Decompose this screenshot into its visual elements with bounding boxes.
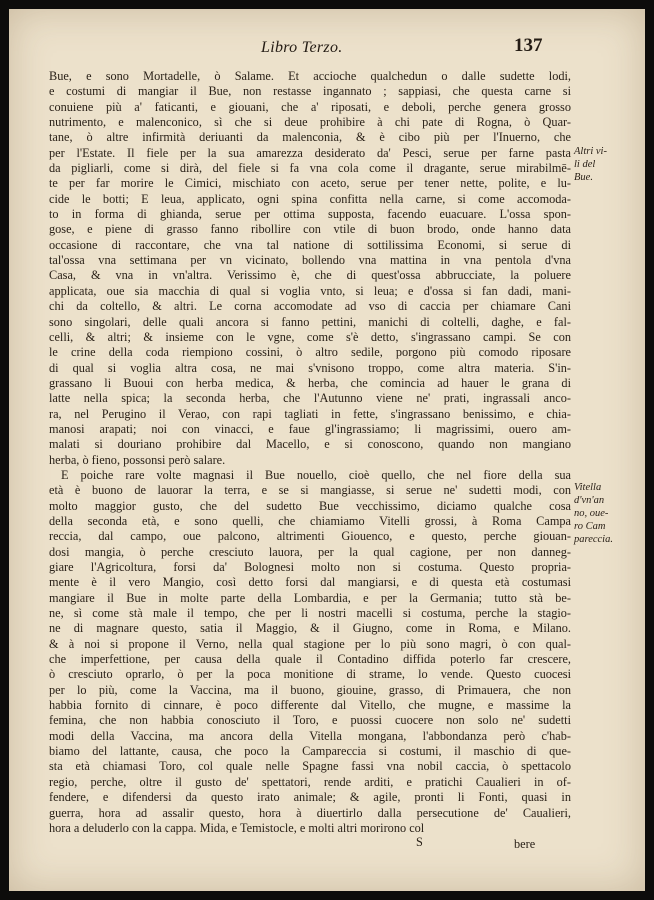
text-line: fendere, e difendersi da questo irato animale; & agile, pronti li Fonti, quasi in: [49, 790, 571, 805]
marginal-line: Vitella: [574, 482, 602, 493]
text-line: celli, & altri; & insieme con le vgne, come s'è detto, s'ingrassano campi. Se con: [49, 329, 571, 344]
text-line: te per far morire le Cimici, mischiato con aceto, serue per tener nette, polite, e lu-: [49, 176, 571, 191]
text-line: guerra, hora ad assalir questo, hora à diuertirlo dalla persecutione de' Caualieri,: [49, 805, 571, 820]
text-line: modi della Vaccina, ma ancora della Vitella mongana, l'abbondanza però c'hab-: [49, 728, 571, 743]
text-line: E poiche rare volte magnasi il Bue nouello, cioè quello, che nel fiore della sua: [61, 467, 571, 482]
signature-mark: S: [416, 835, 423, 849]
text-line: latte nella spica; la seconda herba, che l'Autunno viene ne' prati, ingrassali anco-: [49, 391, 571, 406]
text-line: ra, nel Perugino il Verao, con rapi tagliati in fette, s'ingrassano benissimo, e chia-: [49, 406, 571, 421]
text-line: biamo del lattante, causa, che poco la Campareccia si costumi, il maschio di que-: [49, 744, 571, 759]
text-line: tane, ò altre infirmità deriuanti da malenconia, & è cibo più per l'Inuerno, che: [49, 130, 571, 145]
text-line: dosi mangia, ò perche cresciuto lauora, per la qual cagione, per non danneg-: [49, 544, 571, 559]
text-line: malati si dourianο prohibire dal Macello, e si conoscono, quando non mangiano: [49, 437, 571, 452]
text-line: sono singolari, delle quali ancora si fanno pettini, manichi di coltelli, daghe, e fal-: [49, 314, 571, 329]
body-text: [49, 69, 571, 836]
text-line: chi da coltello, & altri. Le corna accomodate ad vso di caccia per chiamare Cani: [49, 299, 571, 314]
text-line: nutrimento, e malenconico, sì che si deue prohibire à chi pate di Rogna, ò Quar-: [49, 115, 571, 130]
text-line: ne di magnare questo, satia il Maggio, & il Giugno, come in Roma, e Milano.: [49, 621, 571, 636]
text-line: sta età chiamasi Toro, col quale nelle Spagne fassi vna nobil caccia, ò spettacolo: [49, 759, 571, 774]
text-line: per l'Estate. Il fiele per la sua amarezza desiderato da' Pesci, serue per farne pasta: [49, 145, 571, 160]
text-line: Bue, e sono Mortadelle, ò Salame. Et accioche qualchedun o dalle sudette lodi,: [49, 69, 571, 83]
marginal-line: ro Cam: [574, 521, 606, 532]
marginal-note-altri-vili: [574, 145, 638, 184]
text-line: ò cresciuto oprarlo, ò per la poca monitione di strame, lo vende. Questo cuocesi: [49, 667, 571, 682]
text-line: e costumi di mangiar il Bue, non restasse ingannato ; sappiasi, che questa carne si: [49, 84, 571, 99]
text-line: applicata, oue sia macchia di qual si voglia vnto, si leua; e d'ossa si fan dadi, mani-: [49, 283, 571, 298]
text-line: molto maggior gusto, che del sudetto Bue vecchissimo, diciamo qualche cosa: [49, 498, 571, 513]
marginal-line: no, oue-: [574, 508, 609, 519]
text-line: Casa, & vna in vn'altra. Verissimo è, che di quest'ossa abbrucciate, la poluere: [49, 268, 571, 283]
running-head: Libro Terzo.: [261, 39, 343, 56]
text-line: herba, ò fieno, possonsi però salare.: [49, 452, 226, 467]
text-line: di qual si voglia altra cosa, ne mai s'vnisono troppo, come altra materia. S'in-: [49, 360, 571, 375]
marginal-line: Altri vi-: [574, 146, 607, 157]
text-line: regio, perche, oltre il gusto de' spettatori, rende arditi, e pratichi Caualieri in of-: [49, 774, 571, 789]
text-line: gose, e piene di grasso fanno ribollire con vtile di buon brodo, onde hanno data: [49, 222, 571, 237]
book-page: [9, 9, 645, 891]
page-number: 137: [514, 35, 543, 56]
text-line: della seconda età, e sono quelli, che chiamiamo Vitelli grossi, à Roma Campa: [49, 513, 571, 528]
text-line: mangiare il Bue in molte parte della Lombardia, e per la Germania; tutto stà be-: [49, 590, 571, 605]
catchword: bere: [514, 837, 536, 851]
text-line: & à noi si propone il Verno, nella qual stagione per lo più sono magri, ò con qual-: [49, 636, 571, 651]
text-line: to in forma di ghianda, serue per ottima supposta, facendo euacuare. L'ossa spon-: [49, 207, 571, 222]
text-line: età è buono de lauorar la terra, e se si mangiasse, si serue ne' sudetti modi, con: [49, 483, 571, 498]
marginal-note-vitella: [574, 481, 638, 546]
marginal-line: li del: [574, 159, 596, 170]
text-line: manosi arapati; noi con vinacci, e faue gl'ingrassiamo; li magrissimi, ouero am-: [49, 421, 571, 436]
text-line: femina, che non habbia conosciuto il Toro, e puossi cuocere non solo ne' sudetti: [49, 713, 571, 728]
text-line: conuiene più a' faticanti, e giouani, che a' riposati, e deboli, perche genera grosso: [49, 99, 571, 114]
page-footer: [9, 835, 645, 855]
text-line: per lo più, come la Vaccina, ma il buono, giouine, grasso, di Primauera, che non: [49, 682, 571, 697]
text-line: le crine della coda riempiono cossini, ò altro sedile, porgono più comodo riposare: [49, 345, 571, 360]
text-line: da pigliarli, come si dirà, del fiele si fa vna cola come il dragante, serue mirabilmē-: [49, 161, 571, 176]
text-line: giare l'Agricoltura, forsi da' Bolognesi molto non si costuma. Questo propria-: [49, 560, 571, 574]
marginal-line: Bue.: [574, 172, 593, 183]
marginal-line: pareccia.: [574, 534, 613, 545]
text-line: reccia, dal campo, oue palcono, altrimenti Giouenco, e questo, perche giouan-: [49, 529, 571, 544]
text-line: che imperfettione, per causa della quale il Contadino diffida poterlo far crescere,: [49, 652, 571, 667]
text-line: hora a deluderlo con la cappa. Mida, e Temistocle, e molti altri morirono col: [49, 820, 425, 835]
page-header: [9, 35, 645, 65]
marginal-line: d'vn'an: [574, 495, 605, 506]
text-line: grassano li Buoui con herba medica, & herba, che comincia ad hauer le grana di: [49, 375, 571, 390]
text-line: habbia fornito di cinnare, è poco differente dal Vitello, che mugne, e massime la: [49, 698, 571, 713]
text-line: cide le botti; E leua, applicato, ogni spina confitta nella carne, si come accomoda-: [49, 191, 571, 206]
text-line: occasione di raccontare, che vna tal natione di sottilissima Economi, si serue di: [49, 237, 571, 252]
text-line: ne, sì come stà male il tempo, che per li nostri macelli si costuma, perche la stagio-: [49, 606, 571, 621]
text-line: mente è il vero Mangio, così detto forsi dal mangiarsi, e di questa età costumasi: [49, 575, 571, 590]
text-line: tal'ossa vna settimana per vn vicinato, bollendo vna mattina in vna pentola d'vna: [49, 253, 571, 268]
